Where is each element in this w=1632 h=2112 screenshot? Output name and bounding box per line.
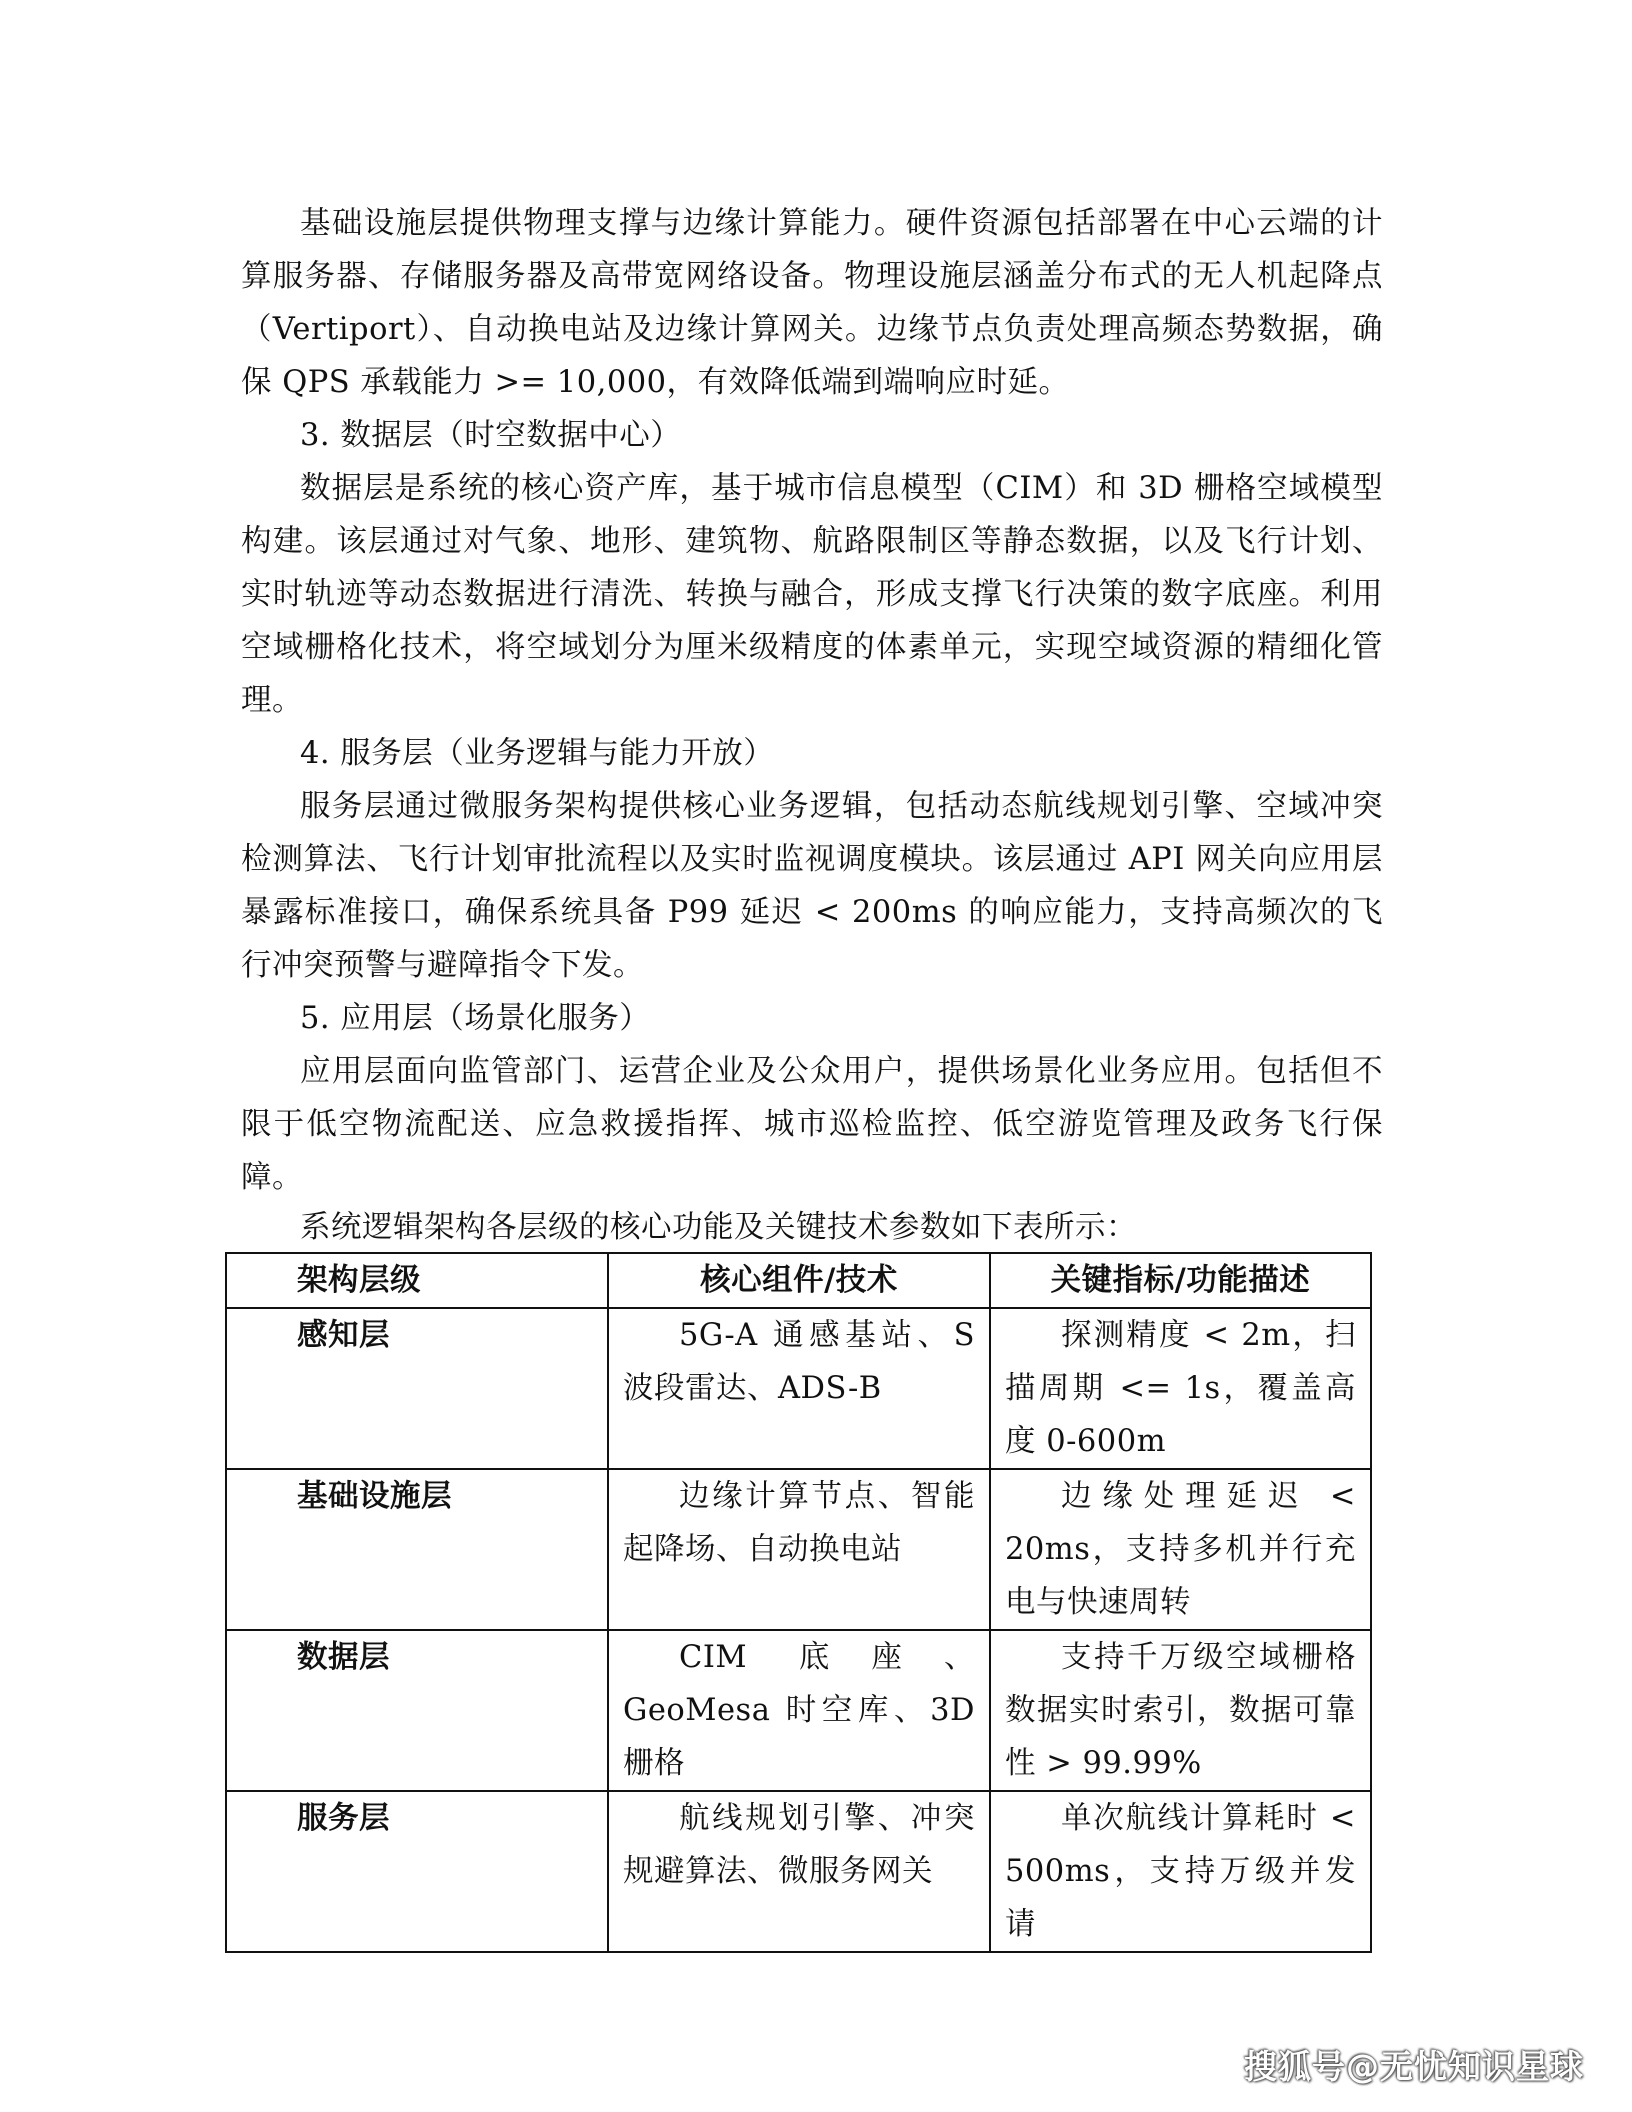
table-row [226,1308,1371,1469]
architecture-table [225,1252,1372,1953]
heading-data-layer: 3. 数据层（时空数据中心） [300,418,682,453]
table-row [226,1469,1371,1630]
cell-metrics: 支持千万级空域栅格数据实时索引，数据可靠性 > 99.99% [990,1630,1371,1791]
cell-metrics: 边缘处理延迟 < 20ms，支持多机并行充电与快速周转 [990,1469,1371,1630]
heading-application-layer: 5. 应用层（场景化服务） [300,1001,651,1036]
watermark: 搜狐号@无忧知识星球 [1244,2047,1584,2086]
cell-components: 5G-A 通感基站、S 波段雷达、ADS-B [608,1308,990,1469]
paragraph-application-layer: 应用层面向监管部门、运营企业及公众用户，提供场景化业务应用。包括但不限于低空物流配送、应急救援指挥、城市巡检监控、低空游览管理及政务飞行保障。 [241,1054,1383,1195]
cell-components: 航线规划引擎、冲突规避算法、微服务网关 [608,1791,990,1952]
paragraph-data-layer: 数据层是系统的核心资产库，基于城市信息模型（CIM）和 3D 栅格空域模型构建。该层通过对气象、地形、建筑物、航路限制区等静态数据，以及飞行计划、实时轨迹等动态数据进行清洗、转换与融合，形成支撑飞行决策的数字底座。利用空域栅格化技术，将空域划分为厘米级精度的体素单元，实现空域资源的精细化管理。 [241,471,1383,718]
cell-layer: 数据层 [226,1630,608,1791]
header-components: 核心组件/技术 [608,1253,990,1308]
header-layer: 架构层级 [226,1253,608,1308]
table-row [226,1791,1371,1952]
cell-components: CIM 底座、GeoMesa 时空库、3D 栅格 [608,1630,990,1791]
heading-service-layer: 4. 服务层（业务逻辑与能力开放） [300,736,775,771]
header-metrics: 关键指标/功能描述 [990,1253,1371,1308]
cell-layer: 基础设施层 [226,1469,608,1630]
paragraph-service-layer: 服务层通过微服务架构提供核心业务逻辑，包括动态航线规划引擎、空域冲突检测算法、飞行计划审批流程以及实时监视调度模块。该层通过 API 网关向应用层暴露标准接口，确保系统具备 P99 延迟 < 200ms 的响应能力，支持高频次的飞行冲突预警与避障指令下发。 [241,789,1383,983]
cell-layer: 服务层 [226,1791,608,1952]
cell-metrics: 探测精度 < 2m，扫描周期 <= 1s，覆盖高度 0-600m [990,1308,1371,1469]
table-header-row [226,1253,1371,1308]
table-row [226,1630,1371,1791]
cell-components: 边缘计算节点、智能起降场、自动换电站 [608,1469,990,1630]
paragraph-infrastructure: 基础设施层提供物理支撑与边缘计算能力。硬件资源包括部署在中心云端的计算服务器、存储服务器及高带宽网络设备。物理设施层涵盖分布式的无人机起降点（Vertiport）、自动换电站及边缘计算网关。边缘节点负责处理高频态势数据，确保 QPS 承载能力 >= 10,000，有效降低端到端响应时延。 [241,206,1383,400]
table-caption: 系统逻辑架构各层级的核心功能及关键技术参数如下表所示： [300,1210,1137,1245]
cell-metrics: 单次航线计算耗时 < 500ms，支持万级并发请 [990,1791,1371,1952]
cell-layer: 感知层 [226,1308,608,1469]
